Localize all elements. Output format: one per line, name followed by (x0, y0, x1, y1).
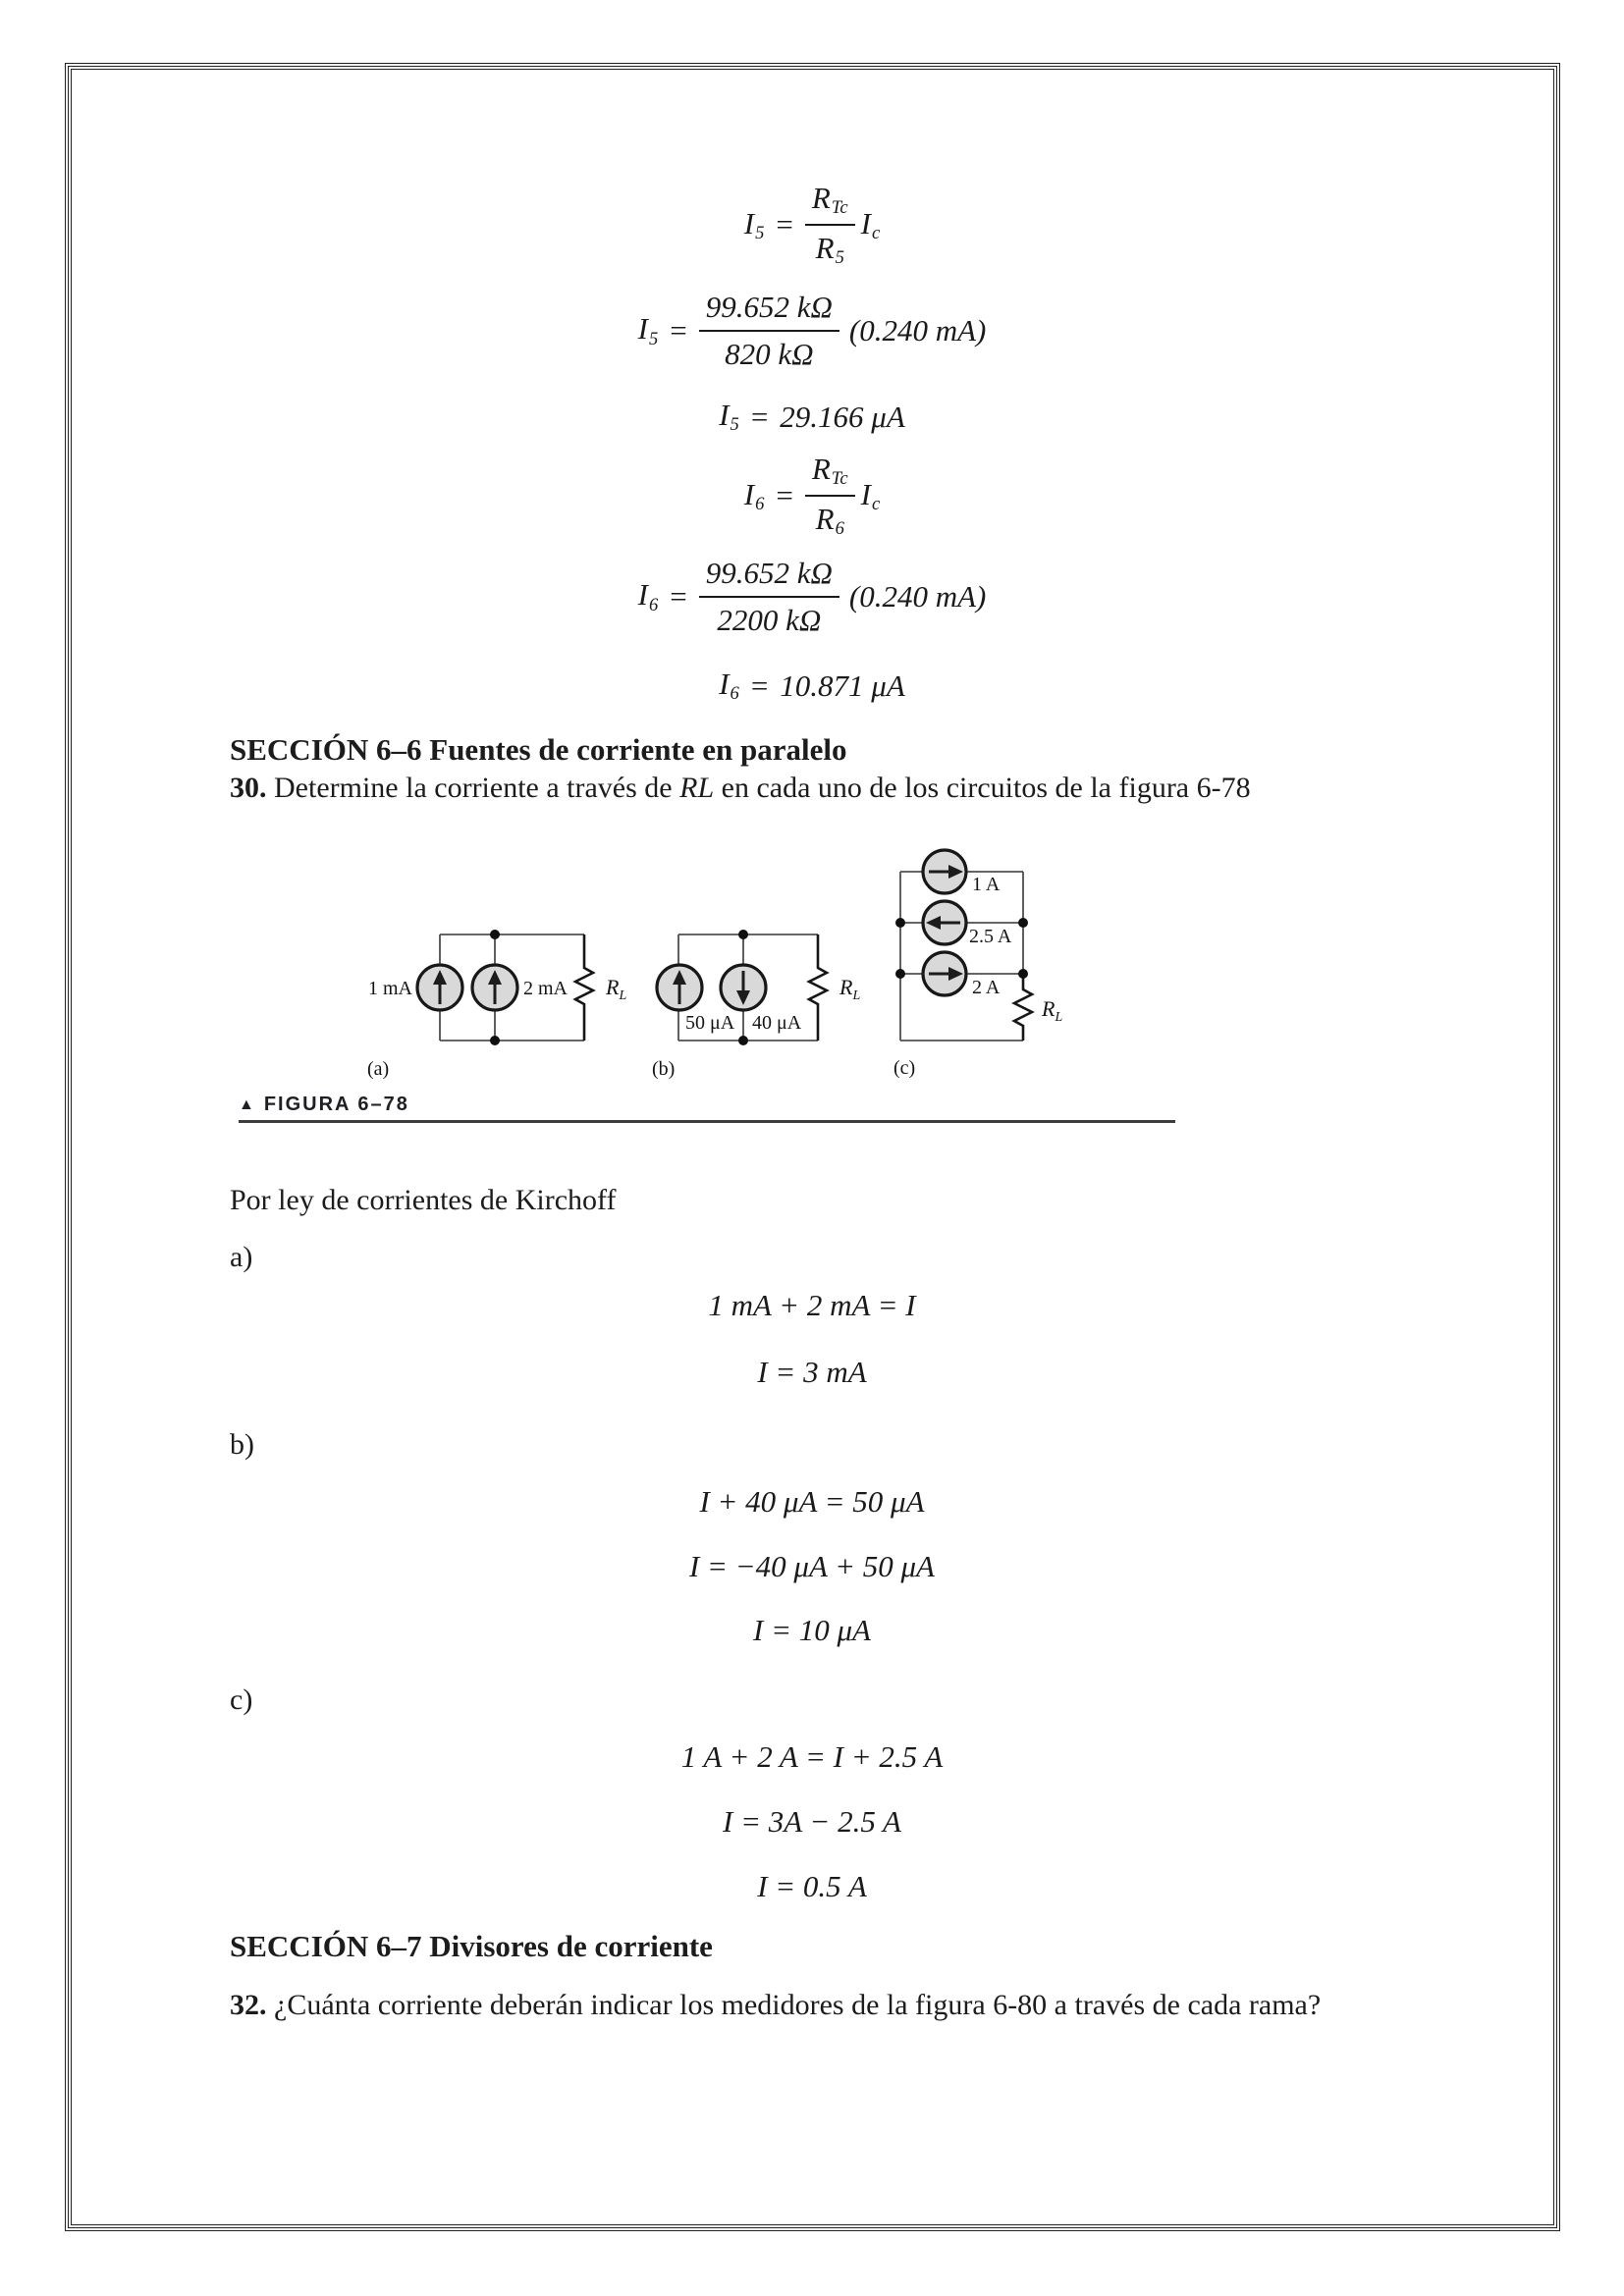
question-32-number: 32. (230, 1989, 267, 2021)
fraction-numerator: 99.652 kΩ (699, 290, 839, 332)
fraction-denominator: R6 (815, 502, 844, 540)
circuit-b (652, 930, 860, 1080)
circuit-label: (c) (893, 1057, 916, 1079)
equation-b2: I = −40 μA + 50 μA (688, 1549, 935, 1583)
fraction-denominator: 2200 kΩ (717, 603, 822, 637)
load-label: $R_L$ (1042, 996, 1063, 1025)
source-label: 40 μA (752, 1012, 802, 1034)
math-rhs: Ic (860, 476, 881, 514)
equals-sign: = (750, 667, 769, 703)
figure-caption-text: FIGURA 6–78 (263, 1094, 409, 1115)
resistor-rl-b (809, 934, 827, 1041)
source-label: 1 mA (368, 978, 412, 999)
math-lhs: I5 (719, 398, 739, 436)
equation-c3: I = 0.5 A (757, 1869, 867, 1903)
item-a-label: a) (230, 1241, 253, 1273)
item-b-label: b) (230, 1428, 254, 1461)
equals-sign: = (750, 399, 769, 434)
equals-sign: = (776, 478, 793, 513)
equation-i6-formula (0, 452, 1624, 540)
equation-c1: 1 A + 2 A = I + 2.5 A (680, 1739, 944, 1774)
load-label: $R_L$ (839, 975, 861, 1003)
equation-a1: 1 mA + 2 mA = I (708, 1288, 916, 1322)
fraction (805, 452, 855, 540)
question-30-number: 30. (230, 772, 267, 804)
source-label: 2.5 A (969, 926, 1012, 947)
fraction-numerator: RTc (805, 181, 855, 226)
equation-i5-substitution (0, 290, 1624, 372)
rl-variable: RL (679, 772, 715, 804)
math-lhs: I5 (743, 205, 765, 243)
fraction-numerator: 99.652 kΩ (699, 556, 839, 598)
item-c-label: c) (230, 1683, 253, 1716)
source-label: 50 μA (685, 1012, 735, 1034)
kirchhoff-intro: Por ley de corrientes de Kirchoff (230, 1184, 617, 1216)
equation-a2: I = 3 mA (757, 1355, 867, 1389)
math-lhs: I5 (637, 311, 659, 349)
math-rhs: 10.871 μA (780, 667, 905, 703)
math-factor: (0.240 mA) (848, 579, 987, 614)
math-rhs: 29.166 μA (780, 399, 905, 434)
load-label: $R_L$ (606, 975, 627, 1003)
resistor-rl-c (1014, 974, 1032, 1041)
equation-i6-substitution (0, 556, 1624, 638)
equation-b1: I + 40 μA = 50 μA (699, 1484, 925, 1519)
equation-c2: I = 3A − 2.5 A (723, 1804, 901, 1839)
equation-i5-result (0, 398, 1624, 436)
section-6-6-heading: SECCIÓN 6–6 Fuentes de corriente en paralelo (230, 732, 847, 767)
fraction (699, 290, 839, 372)
equation-i6-result (0, 667, 1624, 705)
equation-i5-formula (0, 181, 1624, 269)
fraction (699, 556, 839, 638)
math-factor: (0.240 mA) (848, 313, 987, 347)
source-label: 2 mA (523, 978, 568, 999)
question-32: 32. ¿Cuánta corriente deberán indicar los medidores de la figura 6-80 a través de cada rama? (230, 1989, 1322, 2021)
equals-sign: = (776, 207, 793, 242)
fraction-numerator: RTc (805, 452, 855, 497)
question-30: 30. Determine la corriente a través de RL en cada uno de los circuitos de la figura 6-78 (230, 772, 1251, 804)
circuit-label: (a) (367, 1058, 390, 1080)
figure-caption (239, 1094, 409, 1116)
figure-caption-rule (239, 1120, 1175, 1123)
source-label: 1 A (972, 874, 1001, 895)
fraction-denominator: 820 kΩ (725, 337, 814, 371)
math-lhs: I6 (719, 667, 739, 705)
math-lhs: I6 (743, 476, 765, 514)
resistor-rl-a (575, 934, 593, 1041)
source-label: 2 A (972, 977, 1001, 998)
page-border-frame (65, 63, 1560, 2231)
fraction-denominator: R5 (815, 231, 844, 269)
equals-sign: = (670, 579, 687, 614)
math-rhs: Ic (860, 205, 881, 243)
circuit-label: (b) (652, 1058, 676, 1080)
section-6-7-heading: SECCIÓN 6–7 Divisores de corriente (230, 1929, 713, 1963)
equals-sign: = (670, 313, 687, 347)
circuit-c (893, 850, 1062, 1079)
equation-b3: I = 10 μA (753, 1613, 871, 1647)
circuit-a (367, 930, 626, 1080)
fraction (805, 181, 855, 269)
triangle-up-icon: ▲ (239, 1095, 254, 1113)
math-lhs: I6 (637, 577, 659, 615)
figure-6-78-circuits (324, 840, 1090, 1086)
